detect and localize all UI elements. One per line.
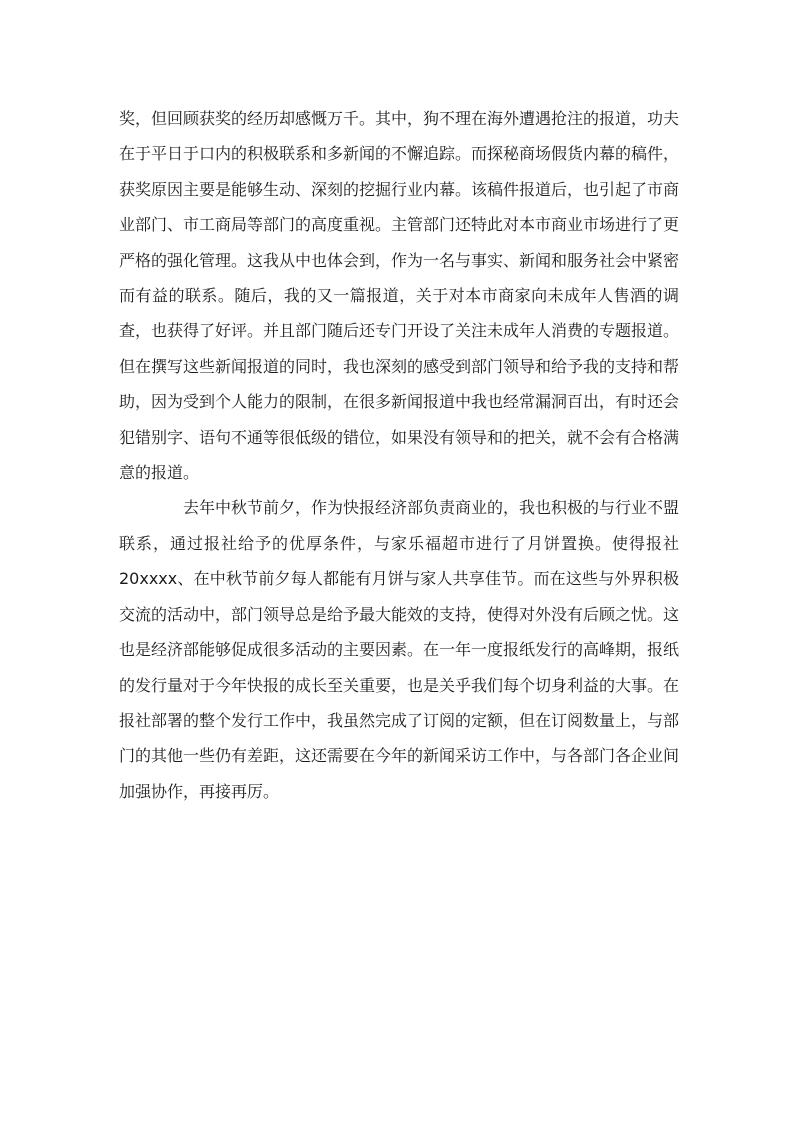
document-body bbox=[119, 101, 679, 809]
paragraph-mid-autumn-activities: 去年中秋节前夕，作为快报经济部负责商业的，我也积极的与行业不盟联系，通过报社给予的优厚条件，与家乐福超市进行了月饼置换。使得报社 20xxxx、在中秋节前夕每人都能有月饼与家人共享佳节。而在这些与外界积极交流的活动中，部门领导总是给予最大能效的支持，使得对外没有后顾之忧。这也是经济部能够促成很多活动的主要因素。在一年一度报纸发行的高峰期，报纸的发行量对于今年快报的成长至关重要，也是关乎我们每个切身利益的大事。在报社部署的整个发行工作中，我虽然完成了订阅的定额，但在订阅数量上，与部门的其他一些仍有差距，这还需要在今年的新闻采访工作中，与各部门各企业间加强协作，再接再厉。 bbox=[119, 498, 680, 801]
paragraph-awards-reflection: 奖，但回顾获奖的经历却感慨万千。其中，狗不理在海外遭遇抢注的报道，功夫在于平日于口内的积极联系和多新闻的不懈追踪。而探秘商场假货内幕的稿件，获奖原因主要是能够生动、深刻的挖掘行业内幕。该稿件报道后，也引起了市商业部门、市工商局等部门的高度重视。主管部门还特此对本市商业市场进行了更严格的强化管理。这我从中也体会到，作为一名与事实、新闻和服务社会中紧密而有益的联系。随后，我的又一篇报道，关于对本市商家向未成年人售酒的调查，也获得了好评。并且部门随后还专门开设了关注未成年人消费的专题报道。但在撰写这些新闻报道的同时，我也深刻的感受到部门领导和给予我的支持和帮助，因为受到个人能力的限制，在很多新闻报道中我也经常漏洞百出，有时还会犯错别字、语句不通等很低级的错位，如果没有领导和的把关，就不会有合格满意的报道。 bbox=[119, 109, 680, 483]
